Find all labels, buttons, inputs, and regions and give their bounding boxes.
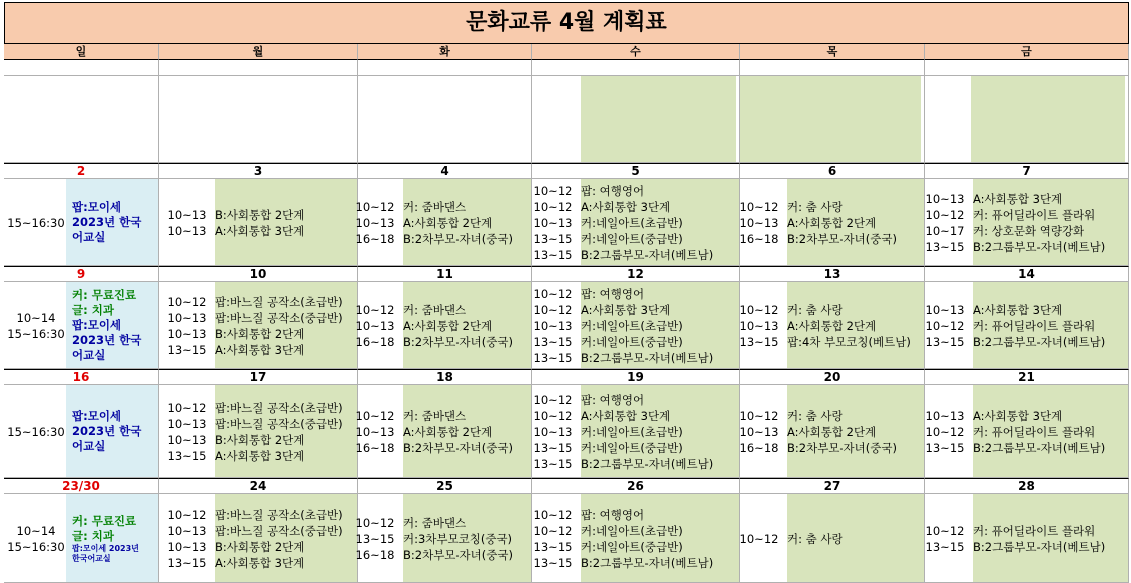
- shaded-block: [581, 76, 736, 162]
- entry-activity: B:2차부모-자녀(중국): [403, 231, 513, 246]
- entry-activity: A:사회통합 3단계: [215, 555, 305, 570]
- entry-activity: A:사회통합 2단계: [787, 215, 877, 230]
- schedule-entry: [529, 392, 740, 408]
- schedule-entry: [735, 318, 925, 334]
- schedule-entry: [351, 302, 532, 318]
- schedule-entry: [529, 199, 740, 215]
- entry-time: 13~15: [167, 342, 207, 357]
- schedule-entry: [529, 507, 740, 523]
- entry-time: 10~12: [355, 199, 395, 214]
- shaded-block: [971, 76, 1125, 162]
- entry-time: 13~15: [533, 231, 573, 246]
- entry-time: 10~12: [533, 286, 573, 301]
- entry-time: 10~13: [355, 215, 395, 230]
- date-number: 4: [358, 163, 532, 179]
- entry-time: 10~13: [167, 432, 207, 447]
- date-number: 2: [4, 163, 159, 179]
- schedule-entry: [921, 318, 1129, 334]
- entry-time: 16~18: [355, 440, 395, 455]
- schedule-entry: [529, 456, 740, 472]
- schedule-entries: [163, 507, 358, 571]
- schedule-entries: [351, 515, 532, 563]
- sunday-note: 2023년 한국: [72, 424, 142, 438]
- date-number: 18: [358, 369, 532, 385]
- entry-activity: 커: 퓨어딜라이트 플라워: [973, 424, 1096, 439]
- entry-time: 10~12: [533, 408, 573, 423]
- schedule-entry: [351, 515, 532, 531]
- entry-activity: A:사회통합 2단계: [787, 424, 877, 439]
- page-title: 문화교류 4월 계획표: [4, 2, 1129, 44]
- entry-activity: A:사회통합 3단계: [581, 302, 671, 317]
- entry-time: 13~15: [925, 539, 965, 554]
- entry-activity: A:사회통합 3단계: [215, 448, 305, 463]
- entry-time: 13~15: [533, 350, 573, 365]
- entry-activity: 팝:바느질 공작소(초급반): [215, 507, 343, 522]
- entry-time: 10~13: [167, 223, 207, 238]
- entry-activity: A:사회통합 2단계: [403, 424, 493, 439]
- entry-time: 10~13: [355, 318, 395, 333]
- day-header: 목: [740, 44, 925, 60]
- schedule-entry: [163, 223, 358, 239]
- entry-activity: 커:네일아트(중급반): [581, 231, 683, 246]
- date-number: 28: [925, 478, 1129, 494]
- blank-cell: [740, 60, 925, 76]
- schedule-entry: [921, 191, 1129, 207]
- entry-time: 13~15: [925, 440, 965, 455]
- schedule-entries: [163, 294, 358, 358]
- schedule-entry: [351, 440, 532, 456]
- schedule-entry: [163, 326, 358, 342]
- entry-activity: 커: 춤 사랑: [787, 199, 843, 214]
- entry-activity: 커:네일아트(중급반): [581, 440, 683, 455]
- entry-activity: B:2그룹부모-자녀(베트남): [581, 555, 714, 570]
- schedule-entry: [735, 408, 925, 424]
- schedule-entry: [529, 318, 740, 334]
- entry-time: 10~13: [925, 191, 965, 206]
- date-number: 10: [159, 266, 358, 282]
- schedule-entries: [529, 286, 740, 366]
- sunday-note: 팝:모이세: [72, 318, 122, 332]
- schedule-entry: [921, 223, 1129, 239]
- date-number: 24: [159, 478, 358, 494]
- schedule-entry: [735, 215, 925, 231]
- schedule-entry: [163, 310, 358, 326]
- entry-activity: 커:네일아트(중급반): [581, 334, 683, 349]
- entry-activity: 팝:바느질 공작소(초급반): [215, 294, 343, 309]
- entry-time: 10~12: [925, 424, 965, 439]
- blank-cell: [925, 60, 1129, 76]
- entry-activity: 팝:바느질 공작소(중급반): [215, 523, 343, 538]
- entry-activity: 팝:바느질 공작소(초급반): [215, 400, 343, 415]
- schedule-entry: [529, 523, 740, 539]
- entry-activity: 팝:4차 부모코칭(베트남): [787, 334, 911, 349]
- entry-activity: B:2그룹부모-자녀(베트남): [973, 239, 1106, 254]
- entry-time: 10~13: [167, 523, 207, 538]
- date-number: 17: [159, 369, 358, 385]
- blank-cell: [4, 60, 159, 76]
- entry-activity: 커:네일아트(초급반): [581, 523, 683, 538]
- entry-activity: 커:네일아트(중급반): [581, 539, 683, 554]
- entry-activity: A:사회통합 3단계: [973, 191, 1063, 206]
- sunday-time: 10~14: [16, 310, 56, 325]
- entry-activity: B:2그룹부모-자녀(베트남): [973, 440, 1106, 455]
- entry-time: 10~12: [355, 515, 395, 530]
- sunday-notes: [72, 200, 158, 245]
- entry-time: 13~15: [533, 555, 573, 570]
- entry-activity: 커: 춤 사랑: [787, 531, 843, 546]
- date-number: 9: [4, 266, 159, 282]
- entry-time: 10~13: [533, 318, 573, 333]
- schedule-entry: [921, 523, 1129, 539]
- entry-time: 10~12: [925, 318, 965, 333]
- entry-activity: 커:네일아트(초급반): [581, 424, 683, 439]
- entry-activity: A:사회통합 3단계: [581, 408, 671, 423]
- schedule-entry: [529, 302, 740, 318]
- entry-time: 10~13: [167, 416, 207, 431]
- sunday-times: [4, 523, 68, 555]
- sunday-notes: [72, 514, 158, 564]
- schedule-entry: [163, 432, 358, 448]
- entry-activity: A:사회통합 3단계: [215, 223, 305, 238]
- entry-time: 10~13: [925, 408, 965, 423]
- date-number: 13: [740, 266, 925, 282]
- schedule-entry: [735, 199, 925, 215]
- entry-time: 10~13: [739, 318, 779, 333]
- schedule-entry: [163, 507, 358, 523]
- date-number: 27: [740, 478, 925, 494]
- sunday-time: 15~16:30: [7, 539, 65, 554]
- schedule-entries: [921, 523, 1129, 555]
- sunday-note: 팝:모이세 2023년: [72, 543, 139, 553]
- schedule-entries: [351, 199, 532, 247]
- entry-activity: 팝: 여행영어: [581, 392, 645, 407]
- entry-time: 10~12: [533, 523, 573, 538]
- entry-activity: 커: 상호문화 역량강화: [973, 223, 1085, 238]
- entry-activity: 커: 춤 사랑: [787, 302, 843, 317]
- day-header: 월: [159, 44, 358, 60]
- entry-time: 10~12: [533, 507, 573, 522]
- blank-cell: [532, 60, 740, 76]
- schedule-entry: [351, 531, 532, 547]
- entry-activity: 커: 퓨어딜라이트 플라워: [973, 207, 1096, 222]
- schedule-entries: [529, 183, 740, 263]
- entry-time: 10~13: [167, 207, 207, 222]
- entry-time: 10~12: [533, 183, 573, 198]
- schedule-entry: [921, 424, 1129, 440]
- entry-activity: B:2차부모-자녀(중국): [403, 334, 513, 349]
- schedule-entry: [529, 286, 740, 302]
- entry-activity: A:사회통합 3단계: [215, 342, 305, 357]
- schedule-entry: [735, 424, 925, 440]
- date-number: 3: [159, 163, 358, 179]
- schedule-entry: [529, 539, 740, 555]
- entry-activity: 커: 퓨어딜라이트 플라워: [973, 523, 1096, 538]
- sunday-time: 10~14: [16, 523, 56, 538]
- sunday-note: 어교실: [72, 439, 106, 453]
- entry-activity: B:2그룹부모-자녀(베트남): [581, 456, 714, 471]
- blank-cell: [358, 60, 532, 76]
- entry-activity: 팝: 여행영어: [581, 183, 645, 198]
- entry-time: 10~12: [533, 392, 573, 407]
- entry-activity: 커: 춤 사랑: [787, 408, 843, 423]
- date-number: 20: [740, 369, 925, 385]
- schedule-entry: [529, 350, 740, 366]
- entry-activity: B:2차부모-자녀(중국): [403, 547, 513, 562]
- entry-time: 16~18: [739, 231, 779, 246]
- entry-time: 10~12: [739, 531, 779, 546]
- day-header: 일: [4, 44, 159, 60]
- date-number: 11: [358, 266, 532, 282]
- sunday-time: 15~16:30: [7, 215, 65, 230]
- schedule-entry: [735, 231, 925, 247]
- schedule-entry: [921, 302, 1129, 318]
- entry-activity: 팝:바느질 공작소(중급반): [215, 416, 343, 431]
- entry-time: 13~15: [533, 539, 573, 554]
- schedule-entry: [163, 523, 358, 539]
- schedule-entry: [735, 440, 925, 456]
- entry-time: 10~12: [739, 408, 779, 423]
- entry-activity: 커:네일아트(초급반): [581, 215, 683, 230]
- entry-time: 16~18: [355, 231, 395, 246]
- entry-time: 13~15: [533, 247, 573, 262]
- date-number: 12: [532, 266, 740, 282]
- entry-activity: B:2그룹부모-자녀(베트남): [581, 350, 714, 365]
- entry-activity: A:사회통합 3단계: [973, 302, 1063, 317]
- date-number: 16: [4, 369, 159, 385]
- schedule-entry: [351, 334, 532, 350]
- schedule-sheet: [4, 2, 1131, 583]
- entry-activity: B:사회통합 2단계: [215, 207, 305, 222]
- entry-time: 10~12: [167, 294, 207, 309]
- schedule-entry: [163, 448, 358, 464]
- sunday-note: 어교실: [72, 230, 106, 244]
- schedule-entry: [351, 547, 532, 563]
- entry-time: 10~17: [925, 223, 965, 238]
- blank-cell: [159, 76, 358, 163]
- day-header: 화: [358, 44, 532, 60]
- entry-time: 10~13: [739, 424, 779, 439]
- date-number: 14: [925, 266, 1129, 282]
- sunday-note: 팝:모이세: [72, 409, 122, 423]
- schedule-entries: [735, 199, 925, 247]
- date-number: 7: [925, 163, 1129, 179]
- date-number: 26: [532, 478, 740, 494]
- entry-time: 10~13: [739, 215, 779, 230]
- sunday-note: 팝:모이세: [72, 200, 122, 214]
- entry-activity: A:사회통합 2단계: [403, 215, 493, 230]
- entry-time: 10~12: [533, 302, 573, 317]
- entry-time: 10~12: [925, 523, 965, 538]
- schedule-entry: [735, 302, 925, 318]
- entry-activity: A:사회통합 3단계: [973, 408, 1063, 423]
- schedule-entries: [529, 507, 740, 571]
- entry-time: 16~18: [355, 547, 395, 562]
- schedule-entry: [351, 199, 532, 215]
- sunday-times: [4, 310, 68, 342]
- schedule-entries: [735, 302, 925, 350]
- day-header: 수: [532, 44, 740, 60]
- entry-time: 10~13: [167, 310, 207, 325]
- entry-activity: 커:네일아트(초급반): [581, 318, 683, 333]
- schedule-entry: [529, 555, 740, 571]
- date-number: 5: [532, 163, 740, 179]
- schedule-entry: [921, 207, 1129, 223]
- entry-activity: 커: 퓨어딜라이트 플라워: [973, 318, 1096, 333]
- schedule-entry: [735, 334, 925, 350]
- shaded-block: [740, 76, 921, 162]
- schedule-entry: [163, 539, 358, 555]
- schedule-entries: [735, 408, 925, 456]
- schedule-entry: [921, 408, 1129, 424]
- schedule-entries: [529, 392, 740, 472]
- date-number: 19: [532, 369, 740, 385]
- date-number: 6: [740, 163, 925, 179]
- entry-activity: 커:3차부모코칭(중국): [403, 531, 513, 546]
- entry-time: 16~18: [355, 334, 395, 349]
- schedule-entries: [163, 400, 358, 464]
- entry-time: 10~12: [355, 302, 395, 317]
- entry-activity: B:2그룹부모-자녀(베트남): [581, 247, 714, 262]
- entry-activity: B:2차부모-자녀(중국): [787, 440, 897, 455]
- entry-time: 13~15: [739, 334, 779, 349]
- blank-cell: [358, 76, 532, 163]
- entry-activity: B:2그룹부모-자녀(베트남): [973, 334, 1106, 349]
- entry-activity: A:사회통합 2단계: [787, 318, 877, 333]
- schedule-entry: [351, 408, 532, 424]
- sunday-note: 한국어교실: [72, 553, 111, 563]
- entry-time: 16~18: [739, 440, 779, 455]
- date-number: 23/30: [4, 478, 159, 494]
- schedule-entry: [351, 215, 532, 231]
- schedule-entry: [529, 183, 740, 199]
- sunday-notes: [72, 288, 158, 363]
- sunday-times: [4, 215, 68, 231]
- schedule-entry: [529, 215, 740, 231]
- schedule-entry: [163, 400, 358, 416]
- schedule-entries: [735, 531, 925, 547]
- entry-activity: B:2차부모-자녀(중국): [787, 231, 897, 246]
- entry-activity: 팝: 여행영어: [581, 286, 645, 301]
- day-header: 금: [925, 44, 1129, 60]
- entry-time: 13~15: [533, 456, 573, 471]
- entry-time: 13~15: [167, 555, 207, 570]
- schedule-entry: [529, 424, 740, 440]
- schedule-entry: [163, 207, 358, 223]
- sunday-time: 15~16:30: [7, 424, 65, 439]
- schedule-entry: [529, 231, 740, 247]
- entry-time: 13~15: [167, 448, 207, 463]
- entry-time: 13~15: [925, 239, 965, 254]
- entry-activity: 커: 줌바댄스: [403, 408, 467, 423]
- schedule-entry: [163, 294, 358, 310]
- schedule-entry: [529, 440, 740, 456]
- entry-time: 10~13: [533, 215, 573, 230]
- schedule-entry: [529, 408, 740, 424]
- schedule-entry: [735, 531, 925, 547]
- schedule-entry: [351, 318, 532, 334]
- schedule-entry: [921, 539, 1129, 555]
- entry-activity: 커: 줌바댄스: [403, 515, 467, 530]
- entry-time: 13~15: [355, 531, 395, 546]
- sunday-note: 글: 치과: [72, 528, 114, 543]
- entry-time: 10~13: [167, 539, 207, 554]
- entry-activity: B:사회통합 2단계: [215, 539, 305, 554]
- sunday-time: 15~16:30: [7, 326, 65, 341]
- schedule-entry: [351, 231, 532, 247]
- schedule-entries: [351, 302, 532, 350]
- sunday-notes: [72, 409, 158, 454]
- schedule-entry: [529, 334, 740, 350]
- entry-time: 10~12: [167, 400, 207, 415]
- entry-activity: B:사회통합 2단계: [215, 326, 305, 341]
- schedule-entry: [163, 342, 358, 358]
- entry-activity: B:2차부모-자녀(중국): [403, 440, 513, 455]
- entry-time: 10~12: [739, 302, 779, 317]
- entry-activity: A:사회통합 3단계: [581, 199, 671, 214]
- entry-time: 10~12: [925, 207, 965, 222]
- entry-activity: B:사회통합 2단계: [215, 432, 305, 447]
- sunday-note: 커: 무료진료: [72, 513, 137, 528]
- entry-activity: 커: 줌바댄스: [403, 199, 467, 214]
- date-number: 25: [358, 478, 532, 494]
- blank-cell: [159, 60, 358, 76]
- sunday-note: 2023년 한국: [72, 333, 142, 347]
- entry-activity: 커: 줌바댄스: [403, 302, 467, 317]
- entry-time: 10~12: [167, 507, 207, 522]
- entry-time: 10~12: [533, 199, 573, 214]
- sunday-times: [4, 424, 68, 440]
- blank-cell: [4, 76, 159, 163]
- entry-time: 10~12: [355, 408, 395, 423]
- entry-activity: A:사회통합 2단계: [403, 318, 493, 333]
- schedule-entry: [921, 334, 1129, 350]
- date-number: 21: [925, 369, 1129, 385]
- schedule-entries: [921, 408, 1129, 456]
- sunday-note: 2023년 한국: [72, 215, 142, 229]
- entry-time: 10~13: [355, 424, 395, 439]
- entry-time: 10~13: [167, 326, 207, 341]
- entry-time: 13~15: [533, 440, 573, 455]
- entry-time: 10~12: [739, 199, 779, 214]
- entry-time: 10~13: [533, 424, 573, 439]
- schedule-entries: [921, 302, 1129, 350]
- schedule-entry: [351, 424, 532, 440]
- schedule-entry: [921, 239, 1129, 255]
- schedule-entry: [921, 440, 1129, 456]
- schedule-entries: [921, 191, 1129, 255]
- sunday-note: 커: 무료진료: [72, 288, 137, 302]
- entry-time: 13~15: [533, 334, 573, 349]
- schedule-entry: [163, 555, 358, 571]
- entry-activity: 팝:바느질 공작소(중급반): [215, 310, 343, 325]
- entry-activity: 팝: 여행영어: [581, 507, 645, 522]
- schedule-entries: [351, 408, 532, 456]
- sunday-note: 글: 치과: [72, 303, 114, 317]
- schedule-entry: [163, 416, 358, 432]
- schedule-entries: [163, 207, 358, 239]
- sunday-note: 어교실: [72, 348, 106, 362]
- entry-time: 10~13: [925, 302, 965, 317]
- entry-time: 13~15: [925, 334, 965, 349]
- schedule-entry: [529, 247, 740, 263]
- entry-activity: B:2그룹부모-자녀(베트남): [973, 539, 1106, 554]
